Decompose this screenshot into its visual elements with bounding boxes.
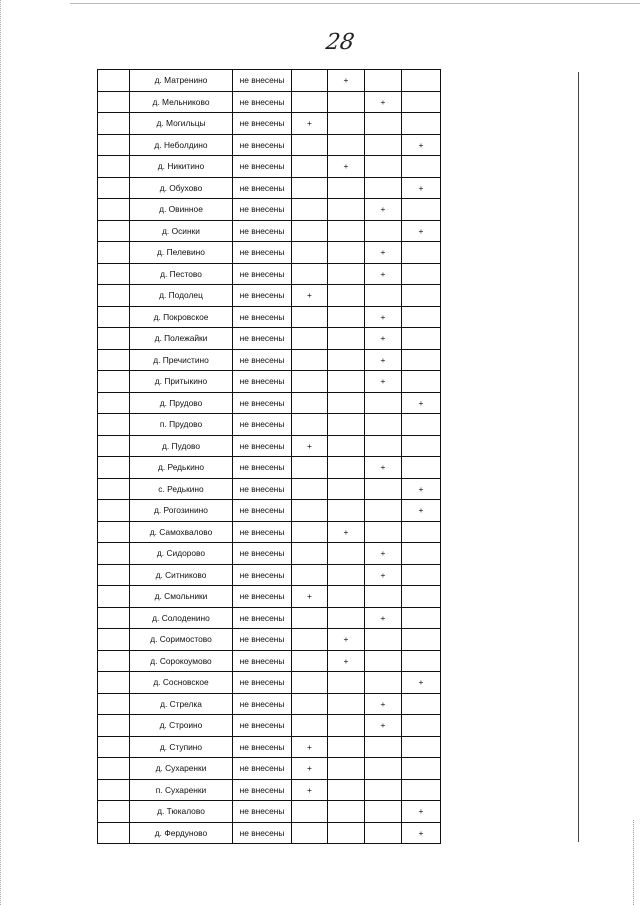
settlement-name-cell: д. Сидорово xyxy=(130,543,233,565)
handwritten-page-number: 28 xyxy=(324,30,356,55)
mark-cell-2 xyxy=(328,371,365,393)
settlement-name-cell: д. Ступино xyxy=(130,736,233,758)
mark-cell-4: + xyxy=(402,392,441,414)
row-number-cell xyxy=(98,113,130,135)
mark-cell-2 xyxy=(328,822,365,844)
mark-cell-1: + xyxy=(292,285,328,307)
mark-cell-4 xyxy=(402,199,441,221)
mark-cell-4 xyxy=(402,328,441,350)
mark-cell-2 xyxy=(328,435,365,457)
table-row xyxy=(98,70,441,92)
row-number-cell xyxy=(98,349,130,371)
mark-cell-3: + xyxy=(365,693,402,715)
row-number-cell xyxy=(98,564,130,586)
mark-cell-1: + xyxy=(292,736,328,758)
row-number-cell xyxy=(98,70,130,92)
mark-cell-1 xyxy=(292,693,328,715)
mark-cell-3 xyxy=(365,70,402,92)
mark-cell-1 xyxy=(292,349,328,371)
mark-cell-1 xyxy=(292,801,328,823)
settlement-name-cell: д. Притыкино xyxy=(130,371,233,393)
status-cell: не внесены xyxy=(233,586,292,608)
mark-cell-2 xyxy=(328,392,365,414)
settlement-name-cell: д. Пречистино xyxy=(130,349,233,371)
row-number-cell xyxy=(98,285,130,307)
status-cell: не внесены xyxy=(233,500,292,522)
mark-cell-4 xyxy=(402,156,441,178)
mark-cell-4: + xyxy=(402,672,441,694)
row-number-cell xyxy=(98,414,130,436)
status-cell: не внесены xyxy=(233,629,292,651)
table-row xyxy=(98,543,441,565)
status-cell: не внесены xyxy=(233,263,292,285)
mark-cell-2 xyxy=(328,672,365,694)
status-cell: не внесены xyxy=(233,693,292,715)
mark-cell-2 xyxy=(328,715,365,737)
mark-cell-4 xyxy=(402,91,441,113)
mark-cell-4 xyxy=(402,521,441,543)
table-row xyxy=(98,779,441,801)
settlement-name-cell: д. Ситниково xyxy=(130,564,233,586)
mark-cell-4 xyxy=(402,349,441,371)
settlement-name-cell: д. Обухово xyxy=(130,177,233,199)
mark-cell-2 xyxy=(328,693,365,715)
mark-cell-2: + xyxy=(328,521,365,543)
status-cell: не внесены xyxy=(233,113,292,135)
mark-cell-1: + xyxy=(292,779,328,801)
mark-cell-2 xyxy=(328,328,365,350)
mark-cell-4 xyxy=(402,543,441,565)
mark-cell-4: + xyxy=(402,801,441,823)
status-cell: не внесены xyxy=(233,134,292,156)
table-row xyxy=(98,500,441,522)
mark-cell-1 xyxy=(292,134,328,156)
mark-cell-4 xyxy=(402,693,441,715)
mark-cell-3 xyxy=(365,435,402,457)
settlement-name-cell: д. Мельниково xyxy=(130,91,233,113)
mark-cell-3 xyxy=(365,156,402,178)
settlement-name-cell: д. Матренино xyxy=(130,70,233,92)
settlement-name-cell: д. Пелевино xyxy=(130,242,233,264)
mark-cell-1 xyxy=(292,392,328,414)
mark-cell-2 xyxy=(328,113,365,135)
mark-cell-1 xyxy=(292,564,328,586)
mark-cell-2 xyxy=(328,285,365,307)
mark-cell-4 xyxy=(402,736,441,758)
table-row xyxy=(98,629,441,651)
status-cell: не внесены xyxy=(233,457,292,479)
settlement-name-cell: д. Осинки xyxy=(130,220,233,242)
table-row xyxy=(98,242,441,264)
mark-cell-3 xyxy=(365,392,402,414)
table-row xyxy=(98,263,441,285)
settlement-name-cell: д. Сорокоумово xyxy=(130,650,233,672)
mark-cell-4 xyxy=(402,715,441,737)
row-number-cell xyxy=(98,650,130,672)
mark-cell-3 xyxy=(365,521,402,543)
mark-cell-3 xyxy=(365,822,402,844)
mark-cell-4: + xyxy=(402,478,441,500)
table-row xyxy=(98,306,441,328)
scan-left-edge xyxy=(0,0,3,905)
mark-cell-4 xyxy=(402,435,441,457)
table-row xyxy=(98,349,441,371)
table-row xyxy=(98,156,441,178)
row-number-cell xyxy=(98,607,130,629)
row-number-cell xyxy=(98,478,130,500)
scan-right-edge xyxy=(633,820,635,905)
mark-cell-1 xyxy=(292,70,328,92)
settlement-name-cell: д. Фердуново xyxy=(130,822,233,844)
status-cell: не внесены xyxy=(233,285,292,307)
mark-cell-3 xyxy=(365,586,402,608)
settlement-name-cell: д. Тюкалово xyxy=(130,801,233,823)
status-cell: не внесены xyxy=(233,156,292,178)
mark-cell-1 xyxy=(292,500,328,522)
mark-cell-2 xyxy=(328,263,365,285)
status-cell: не внесены xyxy=(233,70,292,92)
mark-cell-3 xyxy=(365,478,402,500)
mark-cell-2 xyxy=(328,306,365,328)
mark-cell-1 xyxy=(292,414,328,436)
mark-cell-4 xyxy=(402,779,441,801)
settlement-name-cell: д. Неболдино xyxy=(130,134,233,156)
status-cell: не внесены xyxy=(233,199,292,221)
table-row xyxy=(98,91,441,113)
mark-cell-4 xyxy=(402,586,441,608)
mark-cell-1 xyxy=(292,521,328,543)
table-row xyxy=(98,586,441,608)
settlement-name-cell: д. Подолец xyxy=(130,285,233,307)
mark-cell-1 xyxy=(292,328,328,350)
settlement-name-cell: п. Сухаренки xyxy=(130,779,233,801)
table-row xyxy=(98,715,441,737)
status-cell: не внесены xyxy=(233,220,292,242)
mark-cell-3: + xyxy=(365,543,402,565)
settlement-name-cell: д. Могильцы xyxy=(130,113,233,135)
status-cell: не внесены xyxy=(233,435,292,457)
mark-cell-2 xyxy=(328,564,365,586)
status-cell: не внесены xyxy=(233,801,292,823)
mark-cell-1 xyxy=(292,629,328,651)
mark-cell-3: + xyxy=(365,306,402,328)
row-number-cell xyxy=(98,242,130,264)
status-cell: не внесены xyxy=(233,349,292,371)
status-cell: не внесены xyxy=(233,758,292,780)
table-row xyxy=(98,435,441,457)
mark-cell-2 xyxy=(328,543,365,565)
mark-cell-2 xyxy=(328,586,365,608)
mark-cell-1 xyxy=(292,220,328,242)
mark-cell-4: + xyxy=(402,822,441,844)
table-row xyxy=(98,414,441,436)
row-number-cell xyxy=(98,156,130,178)
table-row xyxy=(98,285,441,307)
row-number-cell xyxy=(98,457,130,479)
mark-cell-4 xyxy=(402,242,441,264)
mark-cell-1 xyxy=(292,199,328,221)
row-number-cell xyxy=(98,392,130,414)
mark-cell-3 xyxy=(365,736,402,758)
row-number-cell xyxy=(98,822,130,844)
settlement-name-cell: д. Овинное xyxy=(130,199,233,221)
table-row xyxy=(98,607,441,629)
mark-cell-1 xyxy=(292,263,328,285)
mark-cell-2 xyxy=(328,500,365,522)
mark-cell-1: + xyxy=(292,113,328,135)
mark-cell-4 xyxy=(402,306,441,328)
mark-cell-3 xyxy=(365,758,402,780)
settlement-name-cell: д. Рогозинино xyxy=(130,500,233,522)
row-number-cell xyxy=(98,306,130,328)
settlement-name-cell: д. Покровское xyxy=(130,306,233,328)
mark-cell-1 xyxy=(292,822,328,844)
status-cell: не внесены xyxy=(233,328,292,350)
row-number-cell xyxy=(98,715,130,737)
settlement-name-cell: д. Смольники xyxy=(130,586,233,608)
status-cell: не внесены xyxy=(233,736,292,758)
status-cell: не внесены xyxy=(233,371,292,393)
mark-cell-2 xyxy=(328,220,365,242)
status-cell: не внесены xyxy=(233,414,292,436)
mark-cell-2 xyxy=(328,414,365,436)
mark-cell-4 xyxy=(402,113,441,135)
mark-cell-4 xyxy=(402,650,441,672)
row-number-cell xyxy=(98,263,130,285)
mark-cell-4: + xyxy=(402,220,441,242)
mark-cell-4 xyxy=(402,414,441,436)
status-cell: не внесены xyxy=(233,822,292,844)
mark-cell-1 xyxy=(292,672,328,694)
mark-cell-4: + xyxy=(402,177,441,199)
scan-top-rule xyxy=(70,3,640,4)
mark-cell-3: + xyxy=(365,564,402,586)
settlement-name-cell: д. Строино xyxy=(130,715,233,737)
table-row xyxy=(98,371,441,393)
row-number-cell xyxy=(98,521,130,543)
settlement-name-cell: д. Прудово xyxy=(130,392,233,414)
mark-cell-4 xyxy=(402,457,441,479)
mark-cell-4 xyxy=(402,629,441,651)
mark-cell-2: + xyxy=(328,650,365,672)
mark-cell-2 xyxy=(328,478,365,500)
mark-cell-3 xyxy=(365,801,402,823)
mark-cell-3 xyxy=(365,629,402,651)
mark-cell-3 xyxy=(365,285,402,307)
mark-cell-2: + xyxy=(328,629,365,651)
table-row xyxy=(98,650,441,672)
settlement-name-cell: д. Никитино xyxy=(130,156,233,178)
row-number-cell xyxy=(98,779,130,801)
mark-cell-4 xyxy=(402,263,441,285)
mark-cell-3: + xyxy=(365,242,402,264)
mark-cell-2 xyxy=(328,801,365,823)
status-cell: не внесены xyxy=(233,607,292,629)
status-cell: не внесены xyxy=(233,650,292,672)
mark-cell-3: + xyxy=(365,349,402,371)
settlement-name-cell: п. Прудово xyxy=(130,414,233,436)
mark-cell-2 xyxy=(328,242,365,264)
table-row xyxy=(98,693,441,715)
row-number-cell xyxy=(98,543,130,565)
mark-cell-1: + xyxy=(292,586,328,608)
mark-cell-3 xyxy=(365,177,402,199)
table-row xyxy=(98,199,441,221)
status-cell: не внесены xyxy=(233,177,292,199)
table-row xyxy=(98,220,441,242)
status-cell: не внесены xyxy=(233,543,292,565)
settlement-name-cell: д. Редькино xyxy=(130,457,233,479)
table-row xyxy=(98,328,441,350)
mark-cell-3: + xyxy=(365,457,402,479)
mark-cell-2 xyxy=(328,779,365,801)
mark-cell-4 xyxy=(402,371,441,393)
table-row xyxy=(98,457,441,479)
mark-cell-3 xyxy=(365,113,402,135)
table-row xyxy=(98,801,441,823)
settlement-name-cell: д. Самохвалово xyxy=(130,521,233,543)
status-cell: не внесены xyxy=(233,306,292,328)
settlements-table xyxy=(97,69,441,844)
mark-cell-1 xyxy=(292,371,328,393)
settlements-table-body xyxy=(98,70,441,844)
mark-cell-4 xyxy=(402,564,441,586)
table-row xyxy=(98,134,441,156)
row-number-cell xyxy=(98,500,130,522)
row-number-cell xyxy=(98,672,130,694)
row-number-cell xyxy=(98,371,130,393)
scan-right-rule xyxy=(578,72,579,842)
mark-cell-1 xyxy=(292,457,328,479)
mark-cell-4: + xyxy=(402,500,441,522)
mark-cell-4 xyxy=(402,607,441,629)
settlement-name-cell: с. Редькино xyxy=(130,478,233,500)
mark-cell-3 xyxy=(365,779,402,801)
mark-cell-2 xyxy=(328,457,365,479)
mark-cell-3 xyxy=(365,500,402,522)
mark-cell-2: + xyxy=(328,70,365,92)
row-number-cell xyxy=(98,134,130,156)
table-row xyxy=(98,392,441,414)
settlement-name-cell: д. Сосновское xyxy=(130,672,233,694)
status-cell: не внесены xyxy=(233,779,292,801)
settlement-name-cell: д. Сухаренки xyxy=(130,758,233,780)
mark-cell-3 xyxy=(365,414,402,436)
status-cell: не внесены xyxy=(233,478,292,500)
mark-cell-4: + xyxy=(402,134,441,156)
row-number-cell xyxy=(98,693,130,715)
status-cell: не внесены xyxy=(233,564,292,586)
row-number-cell xyxy=(98,91,130,113)
row-number-cell xyxy=(98,435,130,457)
table-row xyxy=(98,822,441,844)
mark-cell-3 xyxy=(365,650,402,672)
mark-cell-2: + xyxy=(328,156,365,178)
mark-cell-2 xyxy=(328,758,365,780)
row-number-cell xyxy=(98,801,130,823)
status-cell: не внесены xyxy=(233,91,292,113)
row-number-cell xyxy=(98,736,130,758)
table-row xyxy=(98,113,441,135)
status-cell: не внесены xyxy=(233,392,292,414)
mark-cell-3: + xyxy=(365,263,402,285)
row-number-cell xyxy=(98,199,130,221)
mark-cell-1 xyxy=(292,177,328,199)
mark-cell-1 xyxy=(292,156,328,178)
table-row xyxy=(98,521,441,543)
mark-cell-1 xyxy=(292,650,328,672)
mark-cell-2 xyxy=(328,199,365,221)
mark-cell-2 xyxy=(328,736,365,758)
mark-cell-3: + xyxy=(365,328,402,350)
row-number-cell xyxy=(98,177,130,199)
mark-cell-2 xyxy=(328,177,365,199)
settlement-name-cell: д. Полежайки xyxy=(130,328,233,350)
mark-cell-3 xyxy=(365,672,402,694)
status-cell: не внесены xyxy=(233,715,292,737)
mark-cell-2 xyxy=(328,607,365,629)
row-number-cell xyxy=(98,758,130,780)
mark-cell-1 xyxy=(292,715,328,737)
settlement-name-cell: д. Солоденино xyxy=(130,607,233,629)
mark-cell-3: + xyxy=(365,371,402,393)
status-cell: не внесены xyxy=(233,672,292,694)
row-number-cell xyxy=(98,328,130,350)
mark-cell-1 xyxy=(292,478,328,500)
mark-cell-2 xyxy=(328,134,365,156)
table-row xyxy=(98,478,441,500)
mark-cell-1: + xyxy=(292,758,328,780)
mark-cell-3: + xyxy=(365,199,402,221)
settlement-name-cell: д. Стрелка xyxy=(130,693,233,715)
table-row xyxy=(98,758,441,780)
mark-cell-3: + xyxy=(365,91,402,113)
settlement-name-cell: д. Соримостово xyxy=(130,629,233,651)
settlement-name-cell: д. Пестово xyxy=(130,263,233,285)
mark-cell-1 xyxy=(292,306,328,328)
mark-cell-1 xyxy=(292,607,328,629)
table-row xyxy=(98,672,441,694)
mark-cell-4 xyxy=(402,70,441,92)
mark-cell-4 xyxy=(402,758,441,780)
mark-cell-2 xyxy=(328,91,365,113)
table-row xyxy=(98,736,441,758)
mark-cell-3: + xyxy=(365,607,402,629)
mark-cell-3 xyxy=(365,134,402,156)
status-cell: не внесены xyxy=(233,521,292,543)
mark-cell-3: + xyxy=(365,715,402,737)
mark-cell-1 xyxy=(292,91,328,113)
settlement-name-cell: д. Пудово xyxy=(130,435,233,457)
mark-cell-2 xyxy=(328,349,365,371)
mark-cell-1 xyxy=(292,242,328,264)
row-number-cell xyxy=(98,220,130,242)
table-row xyxy=(98,177,441,199)
mark-cell-1 xyxy=(292,543,328,565)
mark-cell-1: + xyxy=(292,435,328,457)
row-number-cell xyxy=(98,586,130,608)
table-row xyxy=(98,564,441,586)
status-cell: не внесены xyxy=(233,242,292,264)
mark-cell-3 xyxy=(365,220,402,242)
row-number-cell xyxy=(98,629,130,651)
mark-cell-4 xyxy=(402,285,441,307)
